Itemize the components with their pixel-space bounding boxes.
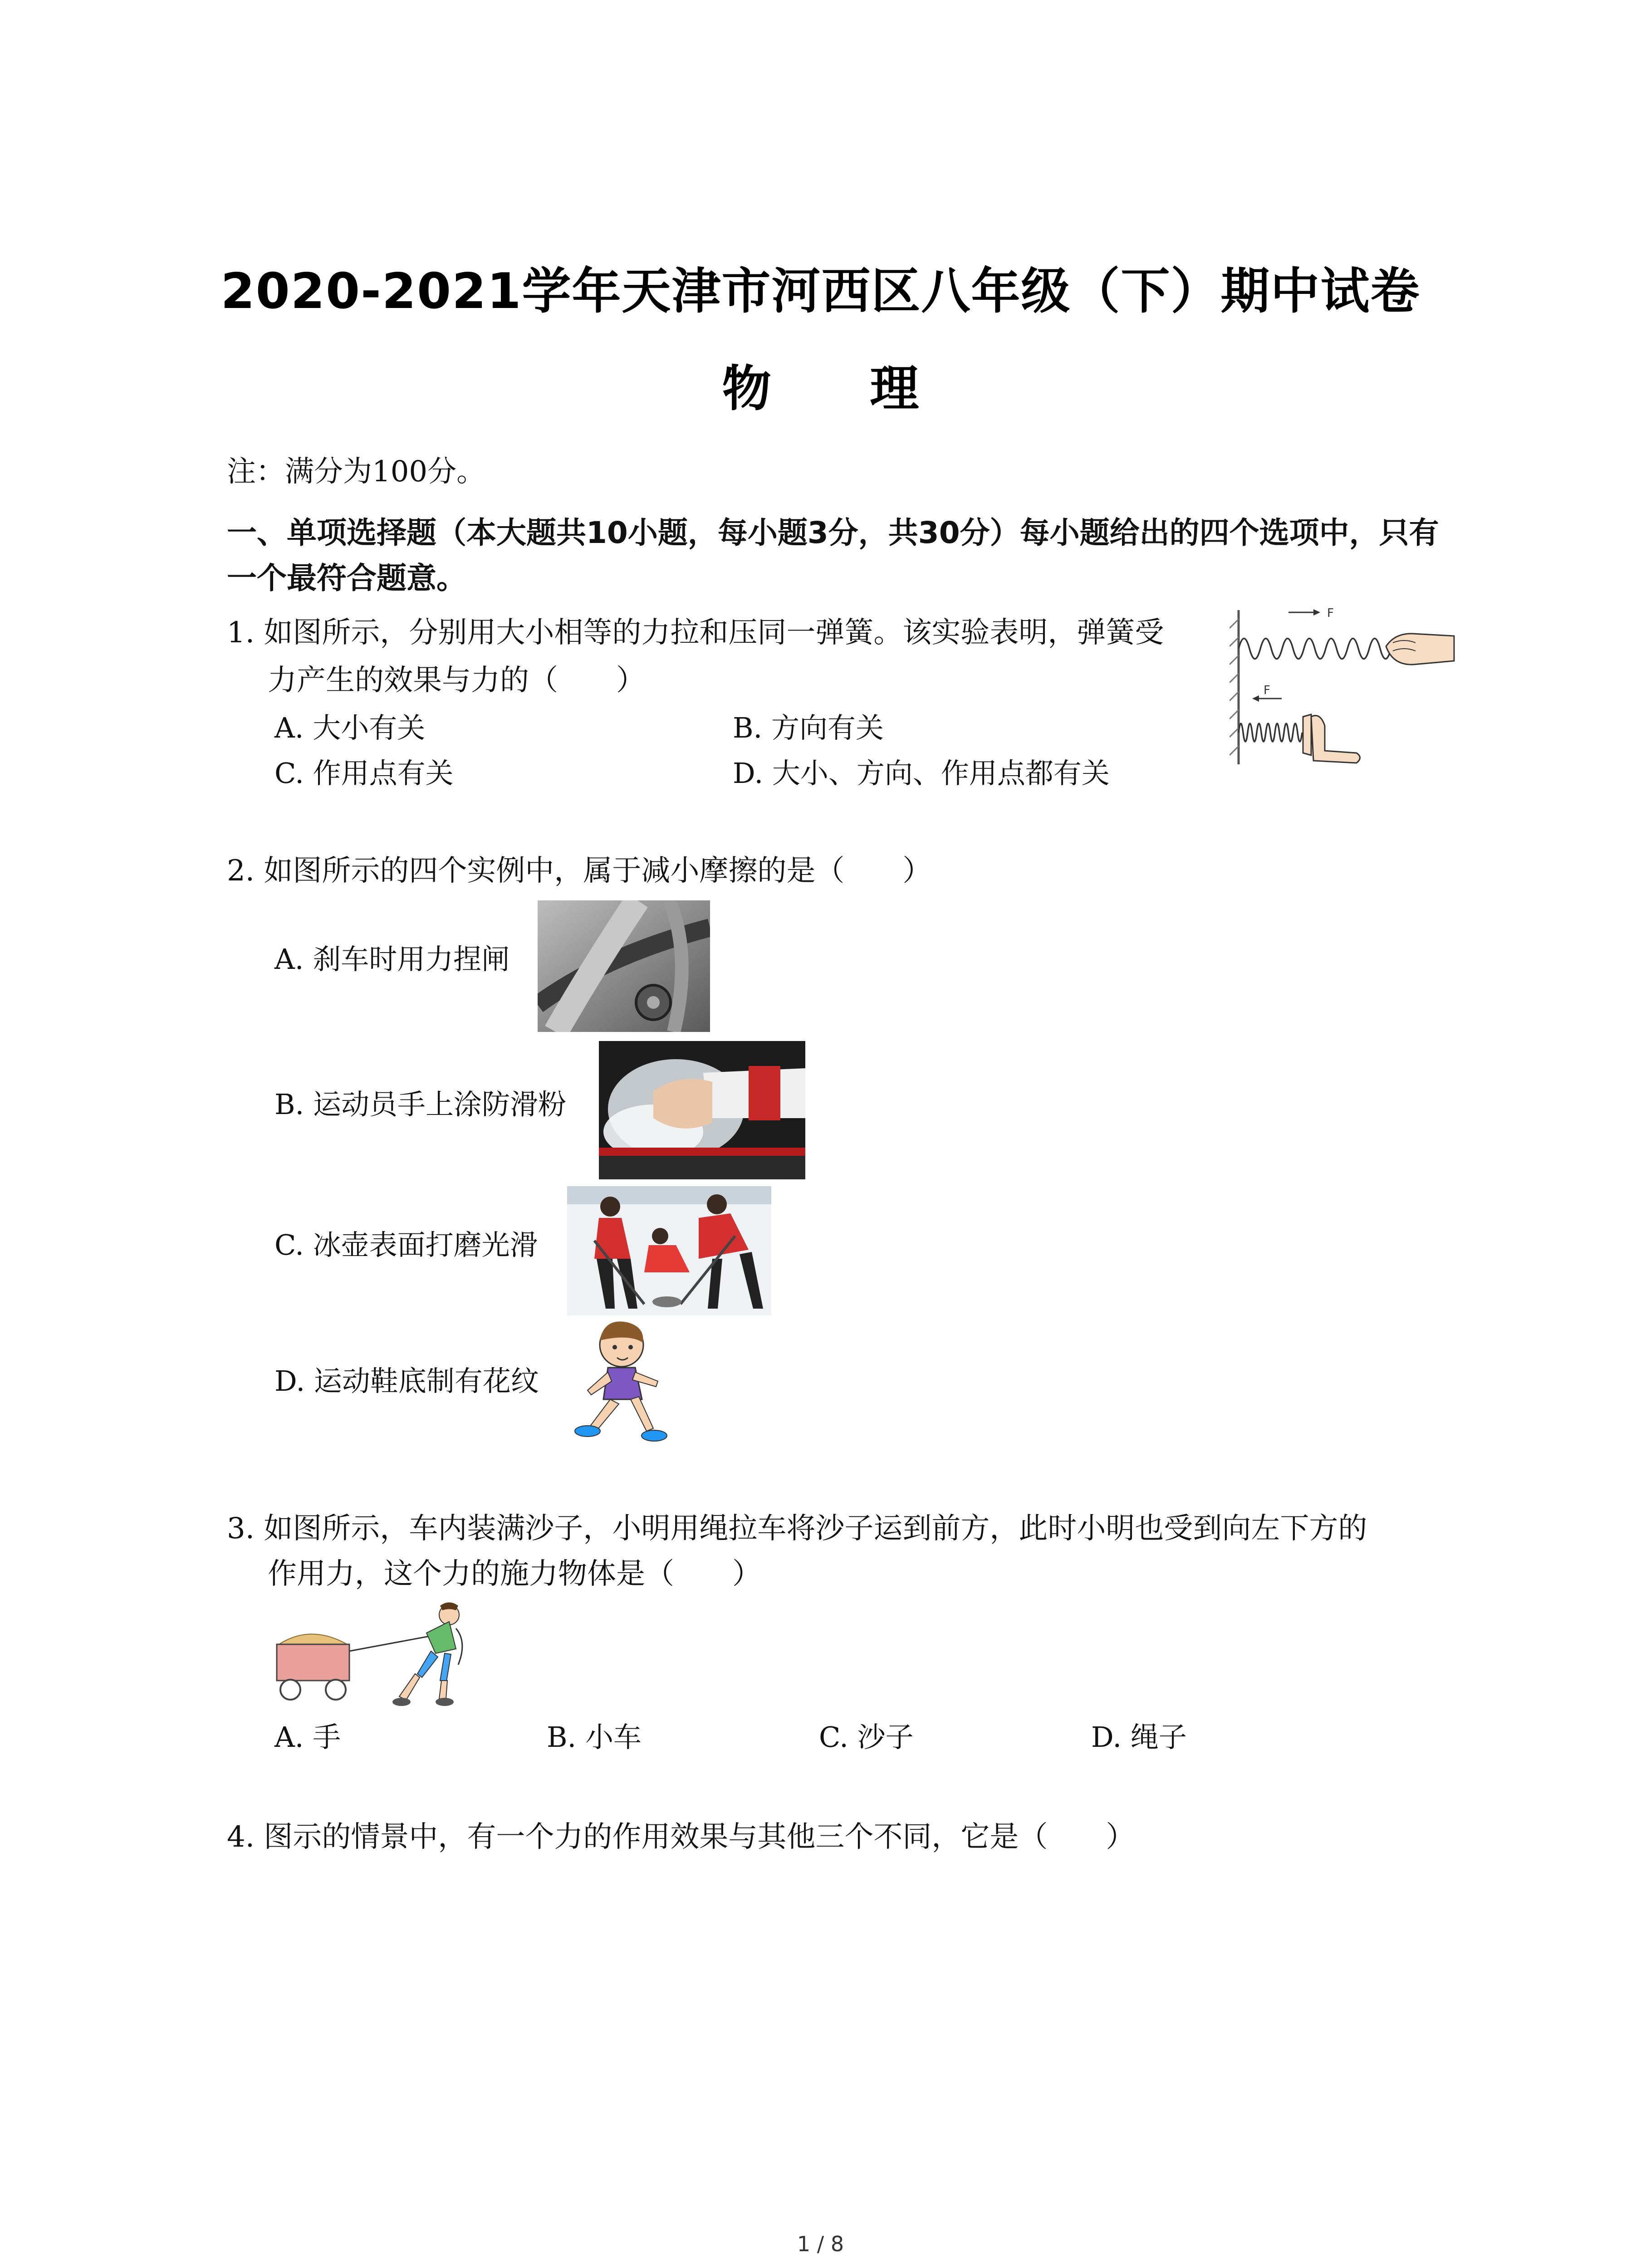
q1-option-b: B. 方向有关 <box>733 711 884 744</box>
q1-stem-line2: 力产生的效果与力的（ ） <box>268 664 645 697</box>
q1-option-c: C. 作用点有关 <box>274 757 454 790</box>
subject-title: 物 理 <box>722 361 960 417</box>
q3-option-a: A. 手 <box>274 1721 341 1754</box>
q2-stem: 2. 如图所示的四个实例中，属于减小摩擦的是（ ） <box>227 854 932 888</box>
chalk-hands-photo <box>599 1041 805 1179</box>
spring-figure <box>1230 601 1465 769</box>
q2-option-b: B. 运动员手上涂防滑粉 <box>274 1088 566 1121</box>
page-number: 1 / 8 <box>797 2232 844 2256</box>
section-heading-line2: 一个最符合题意。 <box>227 561 466 596</box>
running-boy-illustration <box>567 1318 681 1454</box>
page-title: 2020-2021学年天津市河西区八年级（下）期中试卷 <box>220 263 1421 320</box>
q3-stem-line1: 3. 如图所示，车内装满沙子，小明用绳拉车将沙子运到前方，此时小明也受到向左下方的 <box>227 1512 1367 1545</box>
q1-option-a: A. 大小有关 <box>274 711 426 744</box>
cart-pulling-illustration <box>270 1601 488 1710</box>
q2-option-d: D. 运动鞋底制有花纹 <box>274 1364 539 1398</box>
q2-option-a: A. 刹车时用力捏闸 <box>274 943 510 976</box>
q2-option-c: C. 冰壶表面打磨光滑 <box>274 1228 538 1261</box>
force-label-bottom: F <box>1264 684 1270 697</box>
q3-option-b: B. 小车 <box>547 1721 642 1754</box>
q1-stem-line1: 1. 如图所示，分别用大小相等的力拉和压同一弹簧。该实验表明，弹簧受 <box>227 616 1164 650</box>
q3-stem-line2: 作用力，这个力的施力物体是（ ） <box>268 1557 761 1591</box>
q3-option-d: D. 绳子 <box>1091 1721 1187 1754</box>
q1-option-d: D. 大小、方向、作用点都有关 <box>733 757 1110 790</box>
brake-photo <box>538 900 710 1032</box>
q4-stem: 4. 图示的情景中，有一个力的作用效果与其他三个不同，它是（ ） <box>227 1820 1135 1854</box>
q3-option-c: C. 沙子 <box>819 1721 914 1754</box>
curling-photo <box>567 1186 771 1315</box>
score-note: 注：满分为100分。 <box>227 455 486 489</box>
force-label-top: F <box>1327 606 1334 620</box>
section-heading-line1: 一、单项选择题（本大题共10小题，每小题3分，共30分）每小题给出的四个选项中，只有 <box>227 515 1439 550</box>
